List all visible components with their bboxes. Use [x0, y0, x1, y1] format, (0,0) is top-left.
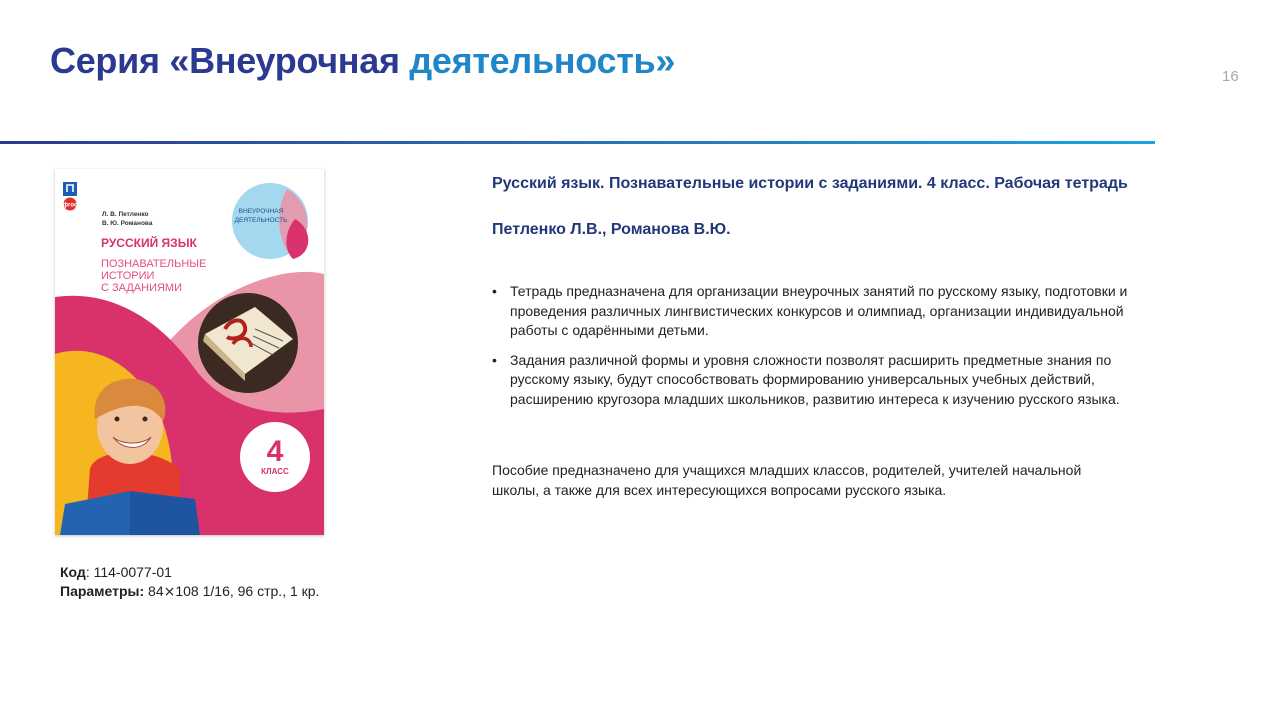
grade-badge	[240, 422, 310, 492]
old-book-image	[198, 293, 298, 393]
book-code	[60, 563, 319, 582]
slide-title-part2: деятельность»	[409, 40, 676, 81]
cover-subject: РУССКИЙ ЯЗЫК	[101, 236, 197, 250]
book-authors: Петленко Л.В., Романова В.Ю.	[492, 221, 731, 238]
slide-title	[50, 40, 675, 82]
book-cover[interactable]	[55, 169, 324, 535]
cover-author-2: В. Ю. Романова	[102, 220, 153, 227]
description-list	[492, 282, 1152, 419]
title-divider	[0, 141, 1155, 144]
page-number: 16	[1222, 68, 1239, 85]
slide-title-part1: Серия «Внеурочная	[50, 40, 400, 81]
badge-line-2: ДЕЯТЕЛЬНОСТЬ	[234, 217, 288, 224]
book-cover-illustration	[55, 169, 324, 535]
cover-subtitle-2: ИСТОРИИ	[101, 270, 155, 282]
publisher-logo-icon	[63, 182, 78, 211]
audience-text: Пособие предназначено для учащихся младших классов, родителей, учителей начальной школы, а также для всех интересующихся вопросами русского языка.	[492, 462, 1082, 498]
bullet-icon: •	[492, 283, 497, 299]
description-item-2	[492, 351, 1152, 410]
code-label: Код	[60, 564, 86, 580]
grade-label: КЛАСС	[261, 467, 289, 476]
book-meta	[60, 563, 319, 601]
grade-number: 4	[266, 435, 284, 468]
description-item-1	[492, 282, 1152, 341]
params-value: 84⨯108 1/16, 96 стр., 1 кр.	[144, 583, 320, 599]
svg-text:фгос: фгос	[62, 202, 78, 209]
badge-line-1: ВНЕУРОЧНАЯ	[238, 208, 284, 215]
series-badge	[232, 183, 308, 259]
code-value: : 114-0077-01	[85, 564, 172, 580]
cover-subtitle-3: С ЗАДАНИЯМИ	[101, 282, 182, 294]
description-text-1: Тетрадь предназначена для организации внеурочных занятий по русскому языку, подготовки и проведения различных лингвистических конкурсов и олимпиад, организации индивидуальной работы с одарёнными детьми.	[510, 283, 1128, 338]
description-text-2: Задания различной формы и уровня сложности позволят расширить предметные знания по русскому языку, будут способствовать формированию универсальных учебных действий, расширению кругозора младших школьников, развитию интереса к изучению русского языка.	[510, 351, 1120, 407]
params-label: Параметры:	[60, 583, 145, 599]
book-params	[60, 582, 319, 601]
book-title: Русский язык. Познавательные истории с заданиями. 4 класс. Рабочая тетрадь	[492, 175, 1128, 192]
bullet-icon: •	[492, 351, 497, 368]
cover-subtitle-1: ПОЗНАВАТЕЛЬНЫЕ	[101, 258, 207, 270]
cover-author-1: Л. В. Петленко	[102, 211, 149, 218]
